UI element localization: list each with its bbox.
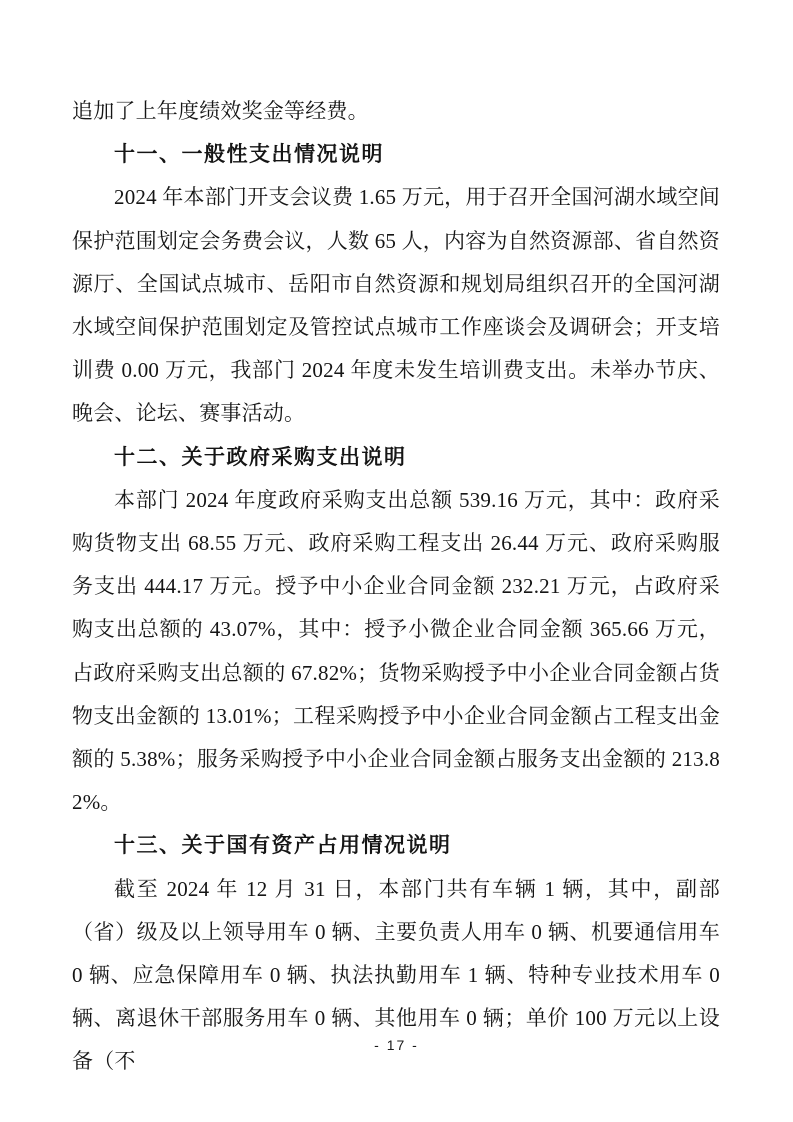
page-number: - 17 - (374, 1037, 419, 1053)
section-11-paragraph: 2024 年本部门开支会议费 1.65 万元，用于召开全国河湖水域空间保护范围划定会务费会议，人数 65 人，内容为自然资源部、省自然资源厅、全国试点城市、岳阳市自然资源和规划局组织召开的全国河湖水域空间保护范围划定及管控试点城市工作座谈会及调研会；开支培训费 0.00 万元，我部门 2024 年度未发生培训费支出。未举办节庆、晚会、论坛、赛事活动。 (72, 185, 720, 426)
section-heading-13-state-assets: 十三、关于国有资产占用情况说明 (114, 834, 452, 858)
document-body (72, 90, 720, 1084)
section-heading-12-government-procurement: 十二、关于政府采购支出说明 (114, 445, 407, 469)
section-12-paragraph: 本部门 2024 年度政府采购支出总额 539.16 万元，其中：政府采购货物支出 68.55 万元、政府采购工程支出 26.44 万元、政府采购服务支出 444.17 万元。授予中小企业合同金额 232.21 万元，占政府采购支出总额的 43.07%，其中：授予小微企业合同金额 365.66 万元，占政府采购支出总额的 67.82%；货物采购授予中小企业合同金额占货物支出金额的 13.01%；工程采购授予中小企业合同金额占工程支出金额的 5.38%；服务采购授予中小企业合同金额占服务支出金额的 213.82%。 (72, 487, 720, 815)
paragraph-carryover: 追加了上年度绩效奖金等经费。 (72, 99, 369, 123)
section-13-paragraph: 截至 2024 年 12 月 31 日，本部门共有车辆 1 辆，其中，副部（省）级及以上领导用车 0 辆、主要负责人用车 0 辆、机要通信用车 0 辆、应急保障用车 0 辆、执法执勤用车 1 辆、特种专业技术用车 0 辆、离退休干部服务用车 0 辆、其他用车 0 辆；单价 100 万元以上设备（不 (72, 876, 720, 1074)
section-heading-11-general-expenditure: 十一、一般性支出情况说明 (114, 143, 384, 167)
